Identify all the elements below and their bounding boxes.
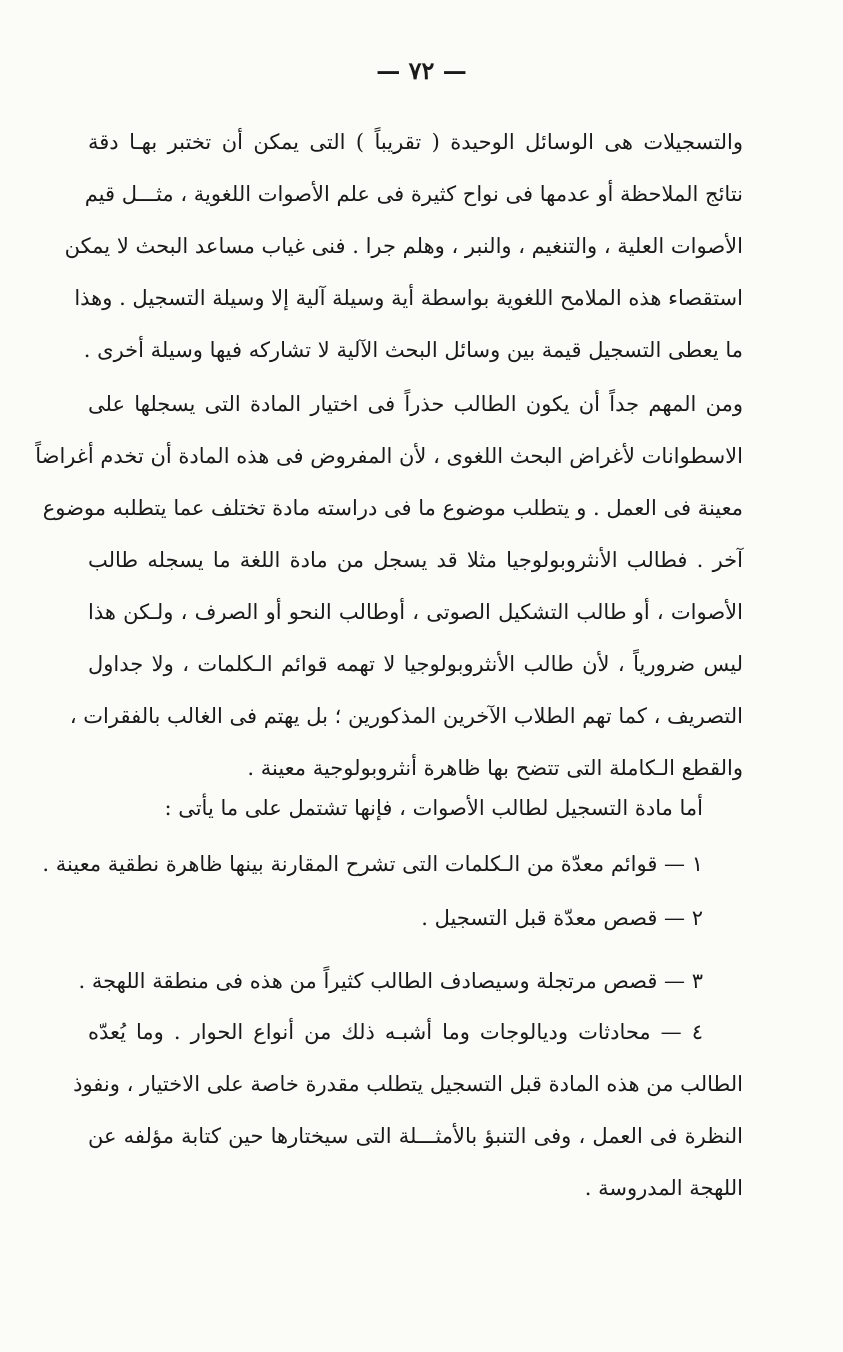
paragraph-line: نتائج الملاحظة أو عدمها فى نواح كثيرة فى علم الأصوات اللغوية ، مثـــل قيم — [84, 182, 743, 206]
paragraph-line: الاسطوانات لأغراض البحث اللغوى ، لأن المفروض فى هذه المادة أن تخدم أغراضاً — [35, 444, 743, 468]
list-item-text: ٣ — قصص مرتجلة وسيصادف الطالب كثيراً من هذه فى منطقة اللهجة . — [78, 969, 703, 993]
paragraph-line: الأصوات ، أو طالب التشكيل الصوتى ، أوطالب النحو أو الصرف ، ولـكن هذا — [88, 600, 743, 624]
paragraph-line: ٤ — محادثات وديالوجات وما أشبـه ذلك من أنواع الحوار . وما يُعدّه — [88, 1020, 703, 1044]
paragraph-line: ما يعطى التسجيل قيمة بين وسائل البحث الآلية لا تشاركه فيها وسيلة أخرى . — [83, 338, 743, 362]
list-item — [78, 955, 703, 1007]
list-item-text: ٢ — قصص معدّة قبل التسجيل . — [421, 906, 703, 930]
paragraph-line: معينة فى العمل . و يتطلب موضوع ما فى دراسته مادة تختلف عما يتطلبه موضوع — [42, 496, 743, 520]
paragraph-material-selection — [35, 378, 743, 794]
list-item-dialogues — [73, 1006, 743, 1214]
paragraph-line: والقطع الـكاملة التى تتضح بها ظاهرة أنثروبولوجية معينة . — [247, 756, 743, 780]
paragraph-line: الأصوات العلية ، والتنغيم ، والنبر ، وهلم جرا . فنى غياب مساعد البحث لا يمكن — [64, 234, 743, 258]
list-intro-text: أما مادة التسجيل لطالب الأصوات ، فإنها تشتمل على ما يأتى : — [164, 796, 703, 820]
paragraph-line: الطالب من هذه المادة قبل التسجيل يتطلب مقدرة خاصة على الاختيار ، ونفوذ — [73, 1072, 743, 1096]
paragraph-line: النظرة فى العمل ، وفى التنبؤ بالأمثـــلة التى سيختارها حين كتابة مؤلفه عن — [88, 1124, 743, 1148]
paragraph-line: ومن المهم جداً أن يكون الطالب حذراً فى اختيار المادة التى يسجلها على — [88, 392, 743, 416]
list-intro — [88, 782, 703, 834]
list-item — [88, 892, 703, 944]
paragraph-recordings — [64, 116, 743, 376]
paragraph-line: اللهجة المدروسة . — [584, 1176, 743, 1200]
page-number: — ٧٢ — — [376, 56, 467, 85]
paragraph-line: آخر . فطالب الأنثروبولوجيا مثلا قد يسجل من مادة اللغة ما يسجله طالب — [88, 548, 743, 572]
paragraph-line: التصريف ، كما تهم الطلاب الآخرين المذكورين ؛ بل يهتم فى الغالب بالفقرات ، — [69, 704, 743, 728]
list-item — [42, 838, 703, 890]
paragraph-line: والتسجيلات هى الوسائل الوحيدة ( تقريباً ) التى يمكن أن تختبر بهـا دقة — [88, 130, 743, 154]
paragraph-line: ليس ضرورياً ، لأن طالب الأنثروبولوجيا لا تهمه قوائم الـكلمات ، ولا جداول — [88, 652, 743, 676]
list-item-text: ١ — قوائم معدّة من الـكلمات التى تشرح المقارنة بينها ظاهرة نطقية معينة . — [42, 852, 703, 876]
paragraph-line: استقصاء هذه الملامح اللغوية بواسطة أية وسيلة آلية إلا وسيلة التسجيل . وهذا — [74, 286, 743, 310]
